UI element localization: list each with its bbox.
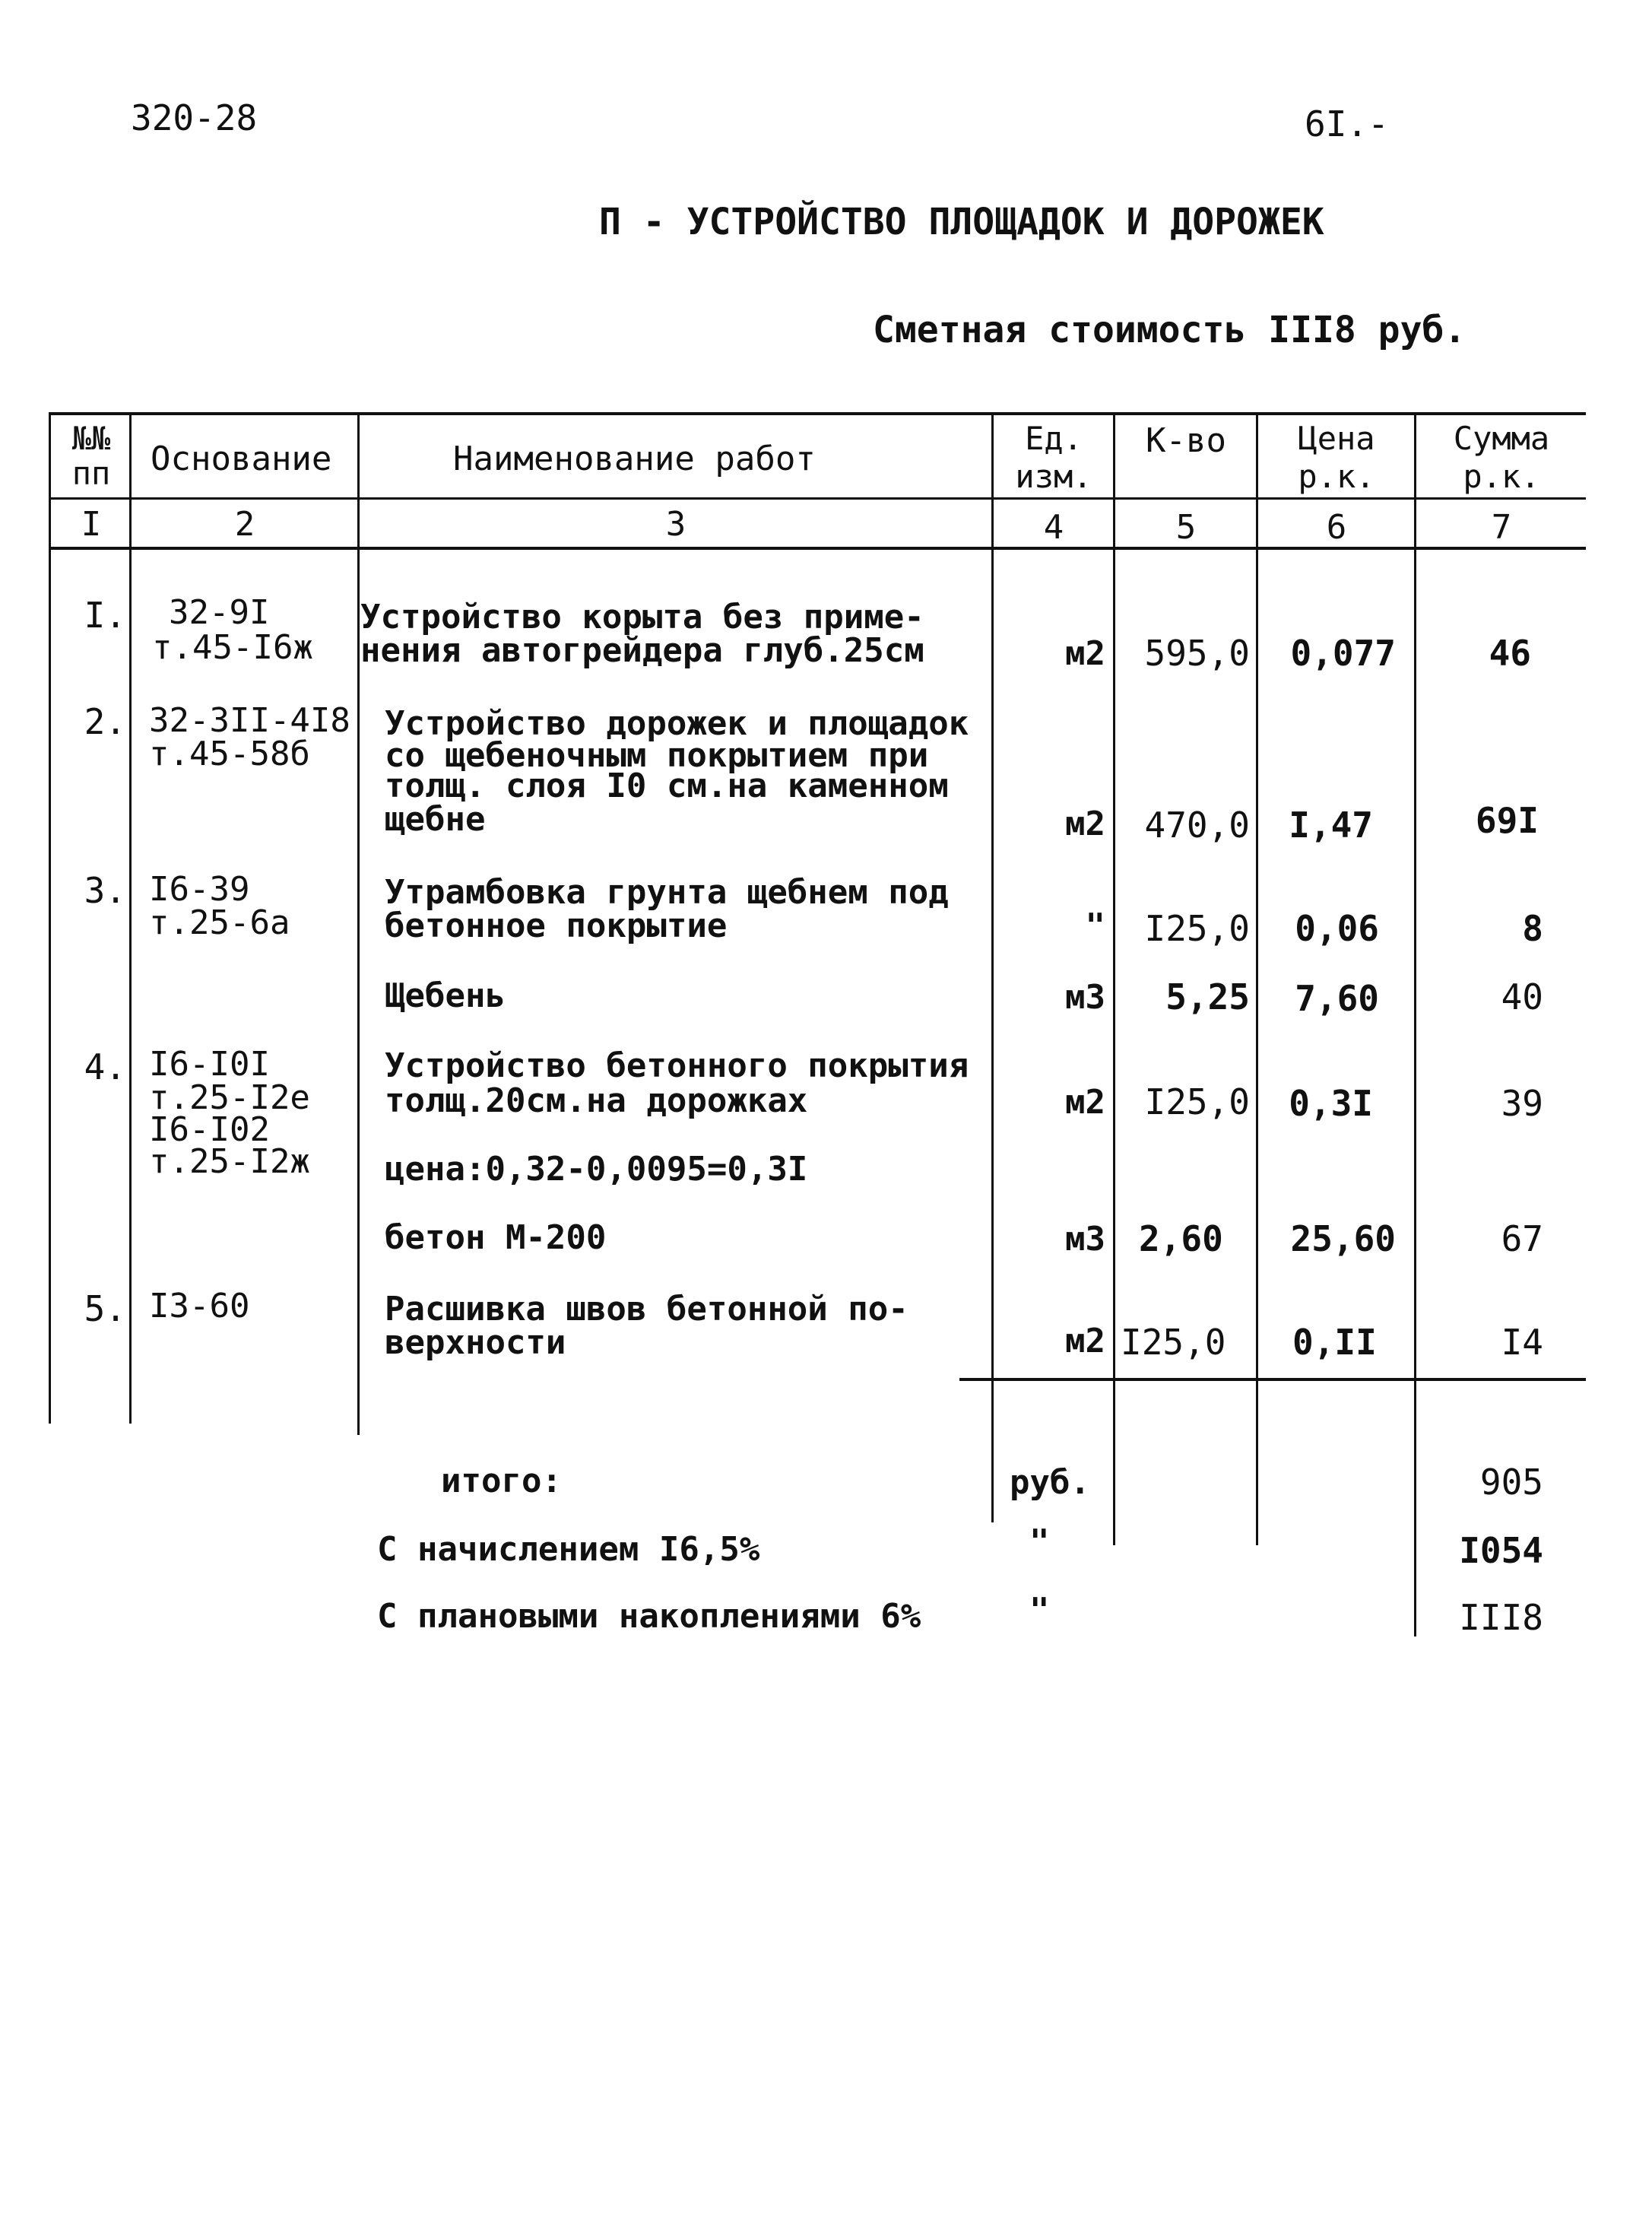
row-unit: м3 — [1065, 978, 1105, 1017]
row-basis-line: т.25-I2е — [149, 1078, 310, 1117]
col-number-5: 5 — [1175, 508, 1197, 547]
row-price: 0,3I — [1289, 1083, 1373, 1124]
row-sum: 46 — [1489, 633, 1531, 674]
row-name-line: нения автогрейдера глуб.25см — [360, 631, 924, 670]
row-qty: I25,0 — [1144, 1081, 1250, 1122]
row-basis-line: 32-9I — [169, 593, 270, 632]
totals-label: С начислением I6,5% — [377, 1530, 760, 1569]
table-bottom-rule — [959, 1378, 1586, 1381]
row-basis-line: 32-3II-4I8 — [149, 701, 350, 740]
row-price: 7,60 — [1295, 978, 1379, 1019]
row-basis-line: т.45-58б — [149, 735, 310, 773]
row-basis-line: I6-I02 — [149, 1110, 270, 1149]
table-top-rule — [49, 412, 1586, 415]
row-sum: 8 — [1522, 908, 1543, 949]
row-sum: 69I — [1475, 800, 1539, 841]
row-unit: м2 — [1065, 1083, 1105, 1122]
col-header-name: Наименование работ — [453, 440, 816, 478]
header-bottom-rule — [49, 497, 1586, 500]
totals-sum: III8 — [1459, 1597, 1543, 1638]
col-header-sum-line1: Сумма — [1453, 420, 1550, 457]
totals-unit: руб. — [1010, 1463, 1090, 1502]
row-basis-line: I6-I0I — [149, 1045, 270, 1084]
row-price: 0,077 — [1290, 633, 1396, 674]
row-unit: м2 — [1065, 805, 1105, 843]
section-title: П - УСТРОЙСТВО ПЛОЩАДОК И ДОРОЖЕК — [599, 201, 1324, 243]
col-number-2: 2 — [234, 505, 255, 544]
page-number: 6I.- — [1305, 103, 1389, 144]
row-name-line: Устройство корыта без приме- — [360, 598, 924, 636]
col-divider-3 — [357, 412, 360, 1435]
row-unit: м3 — [1065, 1220, 1105, 1259]
totals-label: С плановыми накоплениями 6% — [377, 1597, 921, 1636]
col-divider-5 — [1113, 412, 1115, 1545]
row-number: 5. — [84, 1288, 126, 1329]
col-divider-4 — [991, 412, 994, 1522]
row-qty: 470,0 — [1144, 805, 1250, 846]
estimate-cost: Сметная стоимость III8 руб. — [873, 309, 1467, 351]
col-divider-7 — [1414, 412, 1416, 1636]
totals-sum: I054 — [1459, 1530, 1543, 1571]
col-divider-6 — [1256, 412, 1258, 1545]
row-sum: 40 — [1501, 976, 1543, 1017]
row-qty: 2,60 — [1139, 1218, 1223, 1259]
row-name-line: Расшивка швов бетонной по- — [385, 1290, 908, 1329]
col-header-unit-line2: изм. — [1015, 458, 1092, 495]
col-header-sum-line2: р.к. — [1463, 458, 1540, 495]
col-header-price-line2: р.к. — [1298, 458, 1375, 495]
row-name-line: Утрамбовка грунта щебнем под — [385, 873, 949, 912]
col-header-num-line1: №№ — [71, 420, 111, 457]
row-qty: I25,0 — [1121, 1322, 1226, 1363]
row-basis-line: т.25-6а — [149, 903, 290, 942]
totals-unit: " — [1029, 1591, 1050, 1630]
row-unit: м2 — [1065, 1322, 1105, 1360]
row-name-line: Устройство дорожек и площадок — [385, 704, 969, 743]
row-qty: 5,25 — [1165, 976, 1250, 1017]
row-basis-line: I3-60 — [149, 1287, 250, 1325]
row-number: 2. — [84, 701, 126, 742]
row-price: 25,60 — [1290, 1218, 1396, 1259]
row-name-line: верхности — [385, 1323, 566, 1362]
row-name-line: щебне — [385, 800, 486, 839]
col-number-1: I — [81, 505, 102, 544]
row-number: I. — [84, 595, 126, 636]
row-number: 3. — [84, 870, 126, 911]
totals-unit: " — [1029, 1522, 1050, 1561]
row-name-line: Устройство бетонного покрытия — [385, 1046, 969, 1085]
document-code: 320-28 — [131, 97, 258, 138]
row-qty: I25,0 — [1144, 908, 1250, 949]
row-unit: " — [1085, 906, 1105, 945]
row-name-line: бетон М-200 — [385, 1218, 607, 1257]
col-divider-2 — [129, 412, 132, 1424]
row-sum: I4 — [1501, 1322, 1543, 1363]
col-header-qty: К-во — [1146, 421, 1226, 460]
row-name-line: со щебеночным покрытием при — [385, 736, 929, 775]
row-basis-line: т.25-I2ж — [149, 1142, 310, 1181]
row-qty: 595,0 — [1144, 633, 1250, 674]
row-price: 0,II — [1292, 1322, 1377, 1363]
row-name-line: бетонное покрытие — [385, 906, 728, 945]
totals-label: итого: — [441, 1462, 562, 1500]
col-header-unit-line1: Ед. — [1025, 420, 1083, 457]
col-header-price-line1: Цена — [1298, 420, 1375, 457]
row-price: 0,06 — [1295, 908, 1379, 949]
row-name-line: толщ.20см.на дорожках — [385, 1081, 808, 1120]
col-number-6: 6 — [1326, 508, 1347, 547]
row-unit: м2 — [1065, 634, 1105, 673]
row-name-line: цена:0,32-0,0095=0,3I — [385, 1150, 808, 1189]
totals-sum: 905 — [1479, 1462, 1543, 1503]
col-number-7: 7 — [1491, 508, 1512, 547]
row-basis-line: I6-39 — [149, 870, 250, 909]
row-sum: 67 — [1501, 1218, 1543, 1259]
col-number-3: 3 — [665, 505, 686, 544]
row-number: 4. — [84, 1046, 126, 1087]
row-sum: 39 — [1501, 1083, 1543, 1124]
row-price: I,47 — [1289, 805, 1373, 846]
row-basis-line: т.45-I6ж — [152, 628, 313, 667]
row-name-line: Щебень — [385, 976, 506, 1015]
col-header-num-line2: пп — [71, 455, 111, 492]
number-row-bottom-rule — [49, 547, 1586, 550]
row-name-line: толщ. слоя I0 см.на каменном — [385, 767, 949, 805]
col-header-basis: Основание — [151, 440, 332, 478]
col-divider-1 — [49, 412, 51, 1424]
col-number-4: 4 — [1043, 508, 1064, 547]
